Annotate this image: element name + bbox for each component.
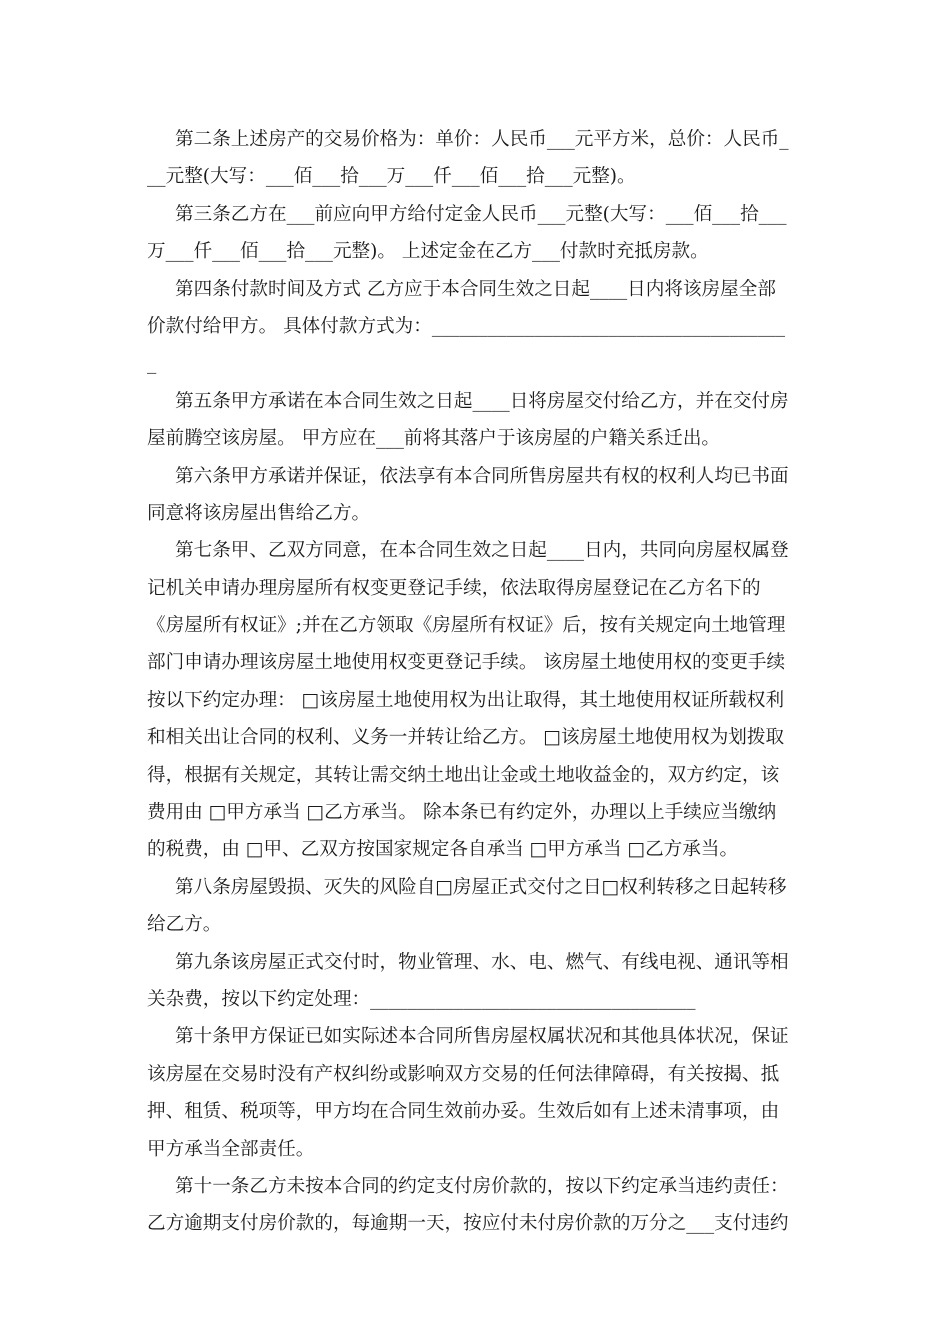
text-line: 部门申请办理该房屋土地使用权变更登记手续。 该房屋土地使用权的变更手续	[147, 652, 786, 674]
text-line: 的税费，由 □甲、乙双方按国家规定各自承当 □甲方承当 □乙方承当。	[147, 839, 739, 861]
text-line: 费用由 □甲方承当 □乙方承当。 除本条已有约定外，办理以上手续应当缴纳	[147, 802, 777, 824]
text-line: 价款付给甲方。 具体付款方式为：______________________________________	[147, 315, 786, 337]
text-line: 该房屋在交易时没有产权纠纷或影响双方交易的任何法律障碍，有关按揭、抵	[147, 1063, 780, 1085]
text-line: 第二条上述房产的交易价格为：单价：人民币___元平方米，总价：人民币_	[175, 129, 789, 150]
text-line: 第七条甲、乙双方同意，在本合同生效之日起____日内，共同向房屋权属登	[175, 540, 789, 562]
text-line: 第三条乙方在___前应向甲方给付定金人民币___元整(大写：___佰___拾___	[175, 203, 787, 225]
text-line: 押、租赁、税项等，甲方均在合同生效前办妥。生效后如有上述未清事项，由	[147, 1101, 780, 1123]
text-line: 得，根据有关规定，其转让需交纳土地出让金或土地收益金的，双方约定，该	[147, 764, 780, 786]
text-line: 给乙方。	[147, 914, 222, 936]
text-line: 屋前腾空该房屋。 甲方应在___前将其落户于该房屋的户籍关系迁出。	[147, 428, 721, 450]
text-line: 关杂费，按以下约定处理：___________________________________	[147, 988, 696, 1010]
text-line: 同意将该房屋出售给乙方。	[147, 502, 371, 524]
text-line: _	[147, 353, 157, 375]
text-line: 和相关出让合同的权利、义务一并转让给乙方。 □该房屋土地使用权为划拨取	[147, 727, 785, 749]
text-line: 第五条甲方承诺在本合同生效之日起____日将房屋交付给乙方，并在交付房	[175, 390, 789, 412]
text-line: 第十条甲方保证已如实际述本合同所售房屋权属状况和其他具体状况，保证	[175, 1026, 789, 1048]
text-line: 乙方逾期支付房价款的，每逾期一天，按应付未付房价款的万分之___支付违约	[147, 1213, 789, 1235]
text-line: 记机关申请办理房屋所有权变更登记手续，依法取得房屋登记在乙方名下的	[147, 577, 761, 599]
text-line: 第九条该房屋正式交付时，物业管理、水、电、燃气、有线电视、通讯等相	[175, 951, 789, 973]
text-line: 《房屋所有权证》;并在乙方领取《房屋所有权证》后，按有关规定向土地管理	[147, 615, 786, 637]
text-line: 第十一条乙方未按本合同的约定支付房价款的，按以下约定承当违约责任：	[175, 1175, 789, 1197]
text-line: 第六条甲方承诺并保证，依法享有本合同所售房屋共有权的权利人均已书面	[175, 465, 789, 487]
text-line: 万___仟___佰___拾___元整)。 上述定金在乙方___付款时充抵房款。	[147, 241, 709, 263]
text-line: 按以下约定办理： □该房屋土地使用权为出让取得，其土地使用权证所载权利	[147, 689, 785, 711]
text-line: 甲方承当全部责任。	[147, 1138, 315, 1160]
text-line: 第八条房屋毁损、灭失的风险自□房屋正式交付之日□权利转移之日起转移	[175, 876, 787, 898]
text-line: __元整(大写：___佰___拾___万___仟___佰___拾___元整)。	[147, 166, 636, 188]
contract-page	[147, 121, 807, 1243]
text-line: 第四条付款时间及方式 乙方应于本合同生效之日起____日内将该房屋全部	[175, 278, 776, 300]
